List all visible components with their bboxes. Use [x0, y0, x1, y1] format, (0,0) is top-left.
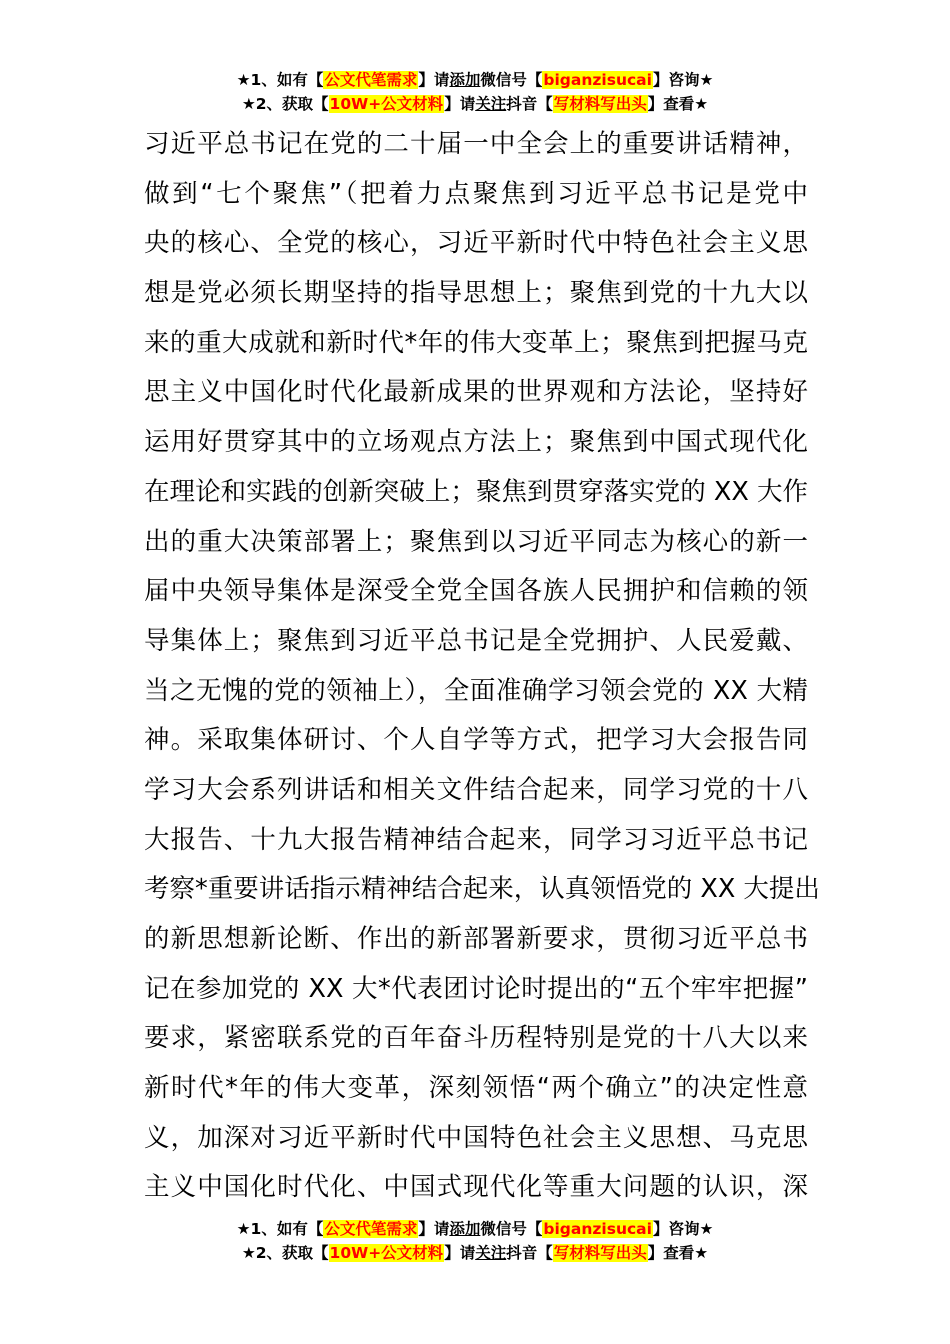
- text-line: 要求，紧密联系党的百年奋斗历程特别是党的十八大以来: [144, 1023, 808, 1054]
- text-line: 大报告、十九大报告精神结合起来，同学习习近平总书记: [144, 824, 808, 855]
- text-line: 央的核心、全党的核心，习近平新时代中特色社会主义思: [144, 228, 808, 259]
- text-line: 来的重大成就和新时代*年的伟大变革上；聚焦到把握马克: [144, 327, 808, 358]
- header-line-2-underline: 关注: [475, 95, 507, 113]
- header-line-1-part: 微信号【: [480, 71, 543, 89]
- header-banner: [0, 68, 950, 116]
- text-line: 的新思想新论断、作出的新部署新要求，贯彻习近平总书: [144, 924, 808, 954]
- footer-line-1-underline: 添加: [449, 1220, 481, 1238]
- text-line: 届中央领导集体是深受全党全国各族人民拥护和信赖的领: [144, 576, 808, 607]
- text-line: 学习大会系列讲话和相关文件结合起来，同学习党的十八: [144, 774, 808, 805]
- footer-line-2-highlight: 写材料写出头: [553, 1244, 647, 1262]
- text-line: 义，加深对习近平新时代中国特色社会主义思想、马克思: [144, 1122, 808, 1153]
- header-line-1-underline: 添加: [449, 71, 481, 89]
- footer-line-2-part: 】请: [444, 1244, 476, 1262]
- header-line-2-highlight: 10W+公文材料: [329, 95, 444, 113]
- footer-line-2-highlight: 10W+公文材料: [329, 1244, 444, 1262]
- header-line-2: [0, 92, 950, 116]
- text-line: 主义中国化时代化、中国式现代化等重大问题的认识，深: [144, 1172, 808, 1203]
- footer-line-2-underline: 关注: [475, 1244, 507, 1262]
- footer-line-1-highlight: 公文代笔需求: [324, 1220, 418, 1238]
- footer-line-2-part: 】查看★: [647, 1244, 709, 1262]
- text-line: 思主义中国化时代化最新成果的世界观和方法论，坚持好: [144, 377, 808, 408]
- header-line-1-part: 】咨询★: [652, 71, 714, 89]
- header-line-2-part: 】查看★: [647, 95, 709, 113]
- footer-banner: [0, 1217, 950, 1265]
- text-line: 做到“七个聚焦”（把着力点聚焦到习近平总书记是党中: [144, 178, 808, 209]
- header-line-1-highlight: biganzisucai: [543, 71, 652, 89]
- footer-line-1-highlight: biganzisucai: [543, 1220, 652, 1238]
- text-line: 运用好贯穿其中的立场观点方法上；聚焦到中国式现代化: [144, 427, 808, 458]
- text-line: 在理论和实践的创新突破上；聚焦到贯穿落实党的 XX 大作: [144, 476, 808, 507]
- header-line-2-part: 】请: [444, 95, 476, 113]
- footer-line-2: [0, 1241, 950, 1265]
- text-line: 考察*重要讲话指示精神结合起来，认真领悟党的 XX 大提出: [144, 874, 820, 905]
- header-line-2-highlight: 写材料写出头: [553, 95, 647, 113]
- header-line-1-highlight: 公文代笔需求: [324, 71, 418, 89]
- text-line: 习近平总书记在党的二十届一中全会上的重要讲话精神，: [144, 129, 808, 159]
- text-line: 当之无愧的党的领袖上），全面准确学习领会党的 XX 大精: [144, 675, 808, 706]
- text-line: 新时代*年的伟大变革，深刻领悟“两个确立”的决定性意: [144, 1073, 808, 1104]
- footer-line-1-part: 微信号【: [480, 1220, 543, 1238]
- header-line-2-part: 抖音【: [506, 95, 553, 113]
- footer-line-1-part: 】请: [418, 1220, 450, 1238]
- text-line: 记在参加党的 XX 大*代表团讨论时提出的“五个牢牢把握”: [144, 973, 808, 1004]
- footer-line-2-part: ★2、获取【: [241, 1244, 329, 1262]
- header-line-1: [0, 68, 950, 92]
- header-line-1-part: 】请: [418, 71, 450, 89]
- body-paragraph: [144, 120, 820, 1213]
- footer-line-1-part: 】咨询★: [652, 1220, 714, 1238]
- header-line-1-part: ★1、如有【: [236, 71, 324, 89]
- text-line: 神。采取集体研讨、个人自学等方式，把学习大会报告同: [144, 725, 808, 756]
- footer-line-1-part: ★1、如有【: [236, 1220, 324, 1238]
- text-line: 想是党必须长期坚持的指导思想上；聚焦到党的十九大以: [144, 278, 808, 309]
- text-line: 出的重大决策部署上；聚焦到以习近平同志为核心的新一: [144, 526, 808, 557]
- header-line-2-part: ★2、获取【: [241, 95, 329, 113]
- footer-line-2-part: 抖音【: [506, 1244, 553, 1262]
- text-line: 导集体上；聚焦到习近平总书记是全党拥护、人民爱戴、: [144, 625, 808, 656]
- footer-line-1: [0, 1217, 950, 1241]
